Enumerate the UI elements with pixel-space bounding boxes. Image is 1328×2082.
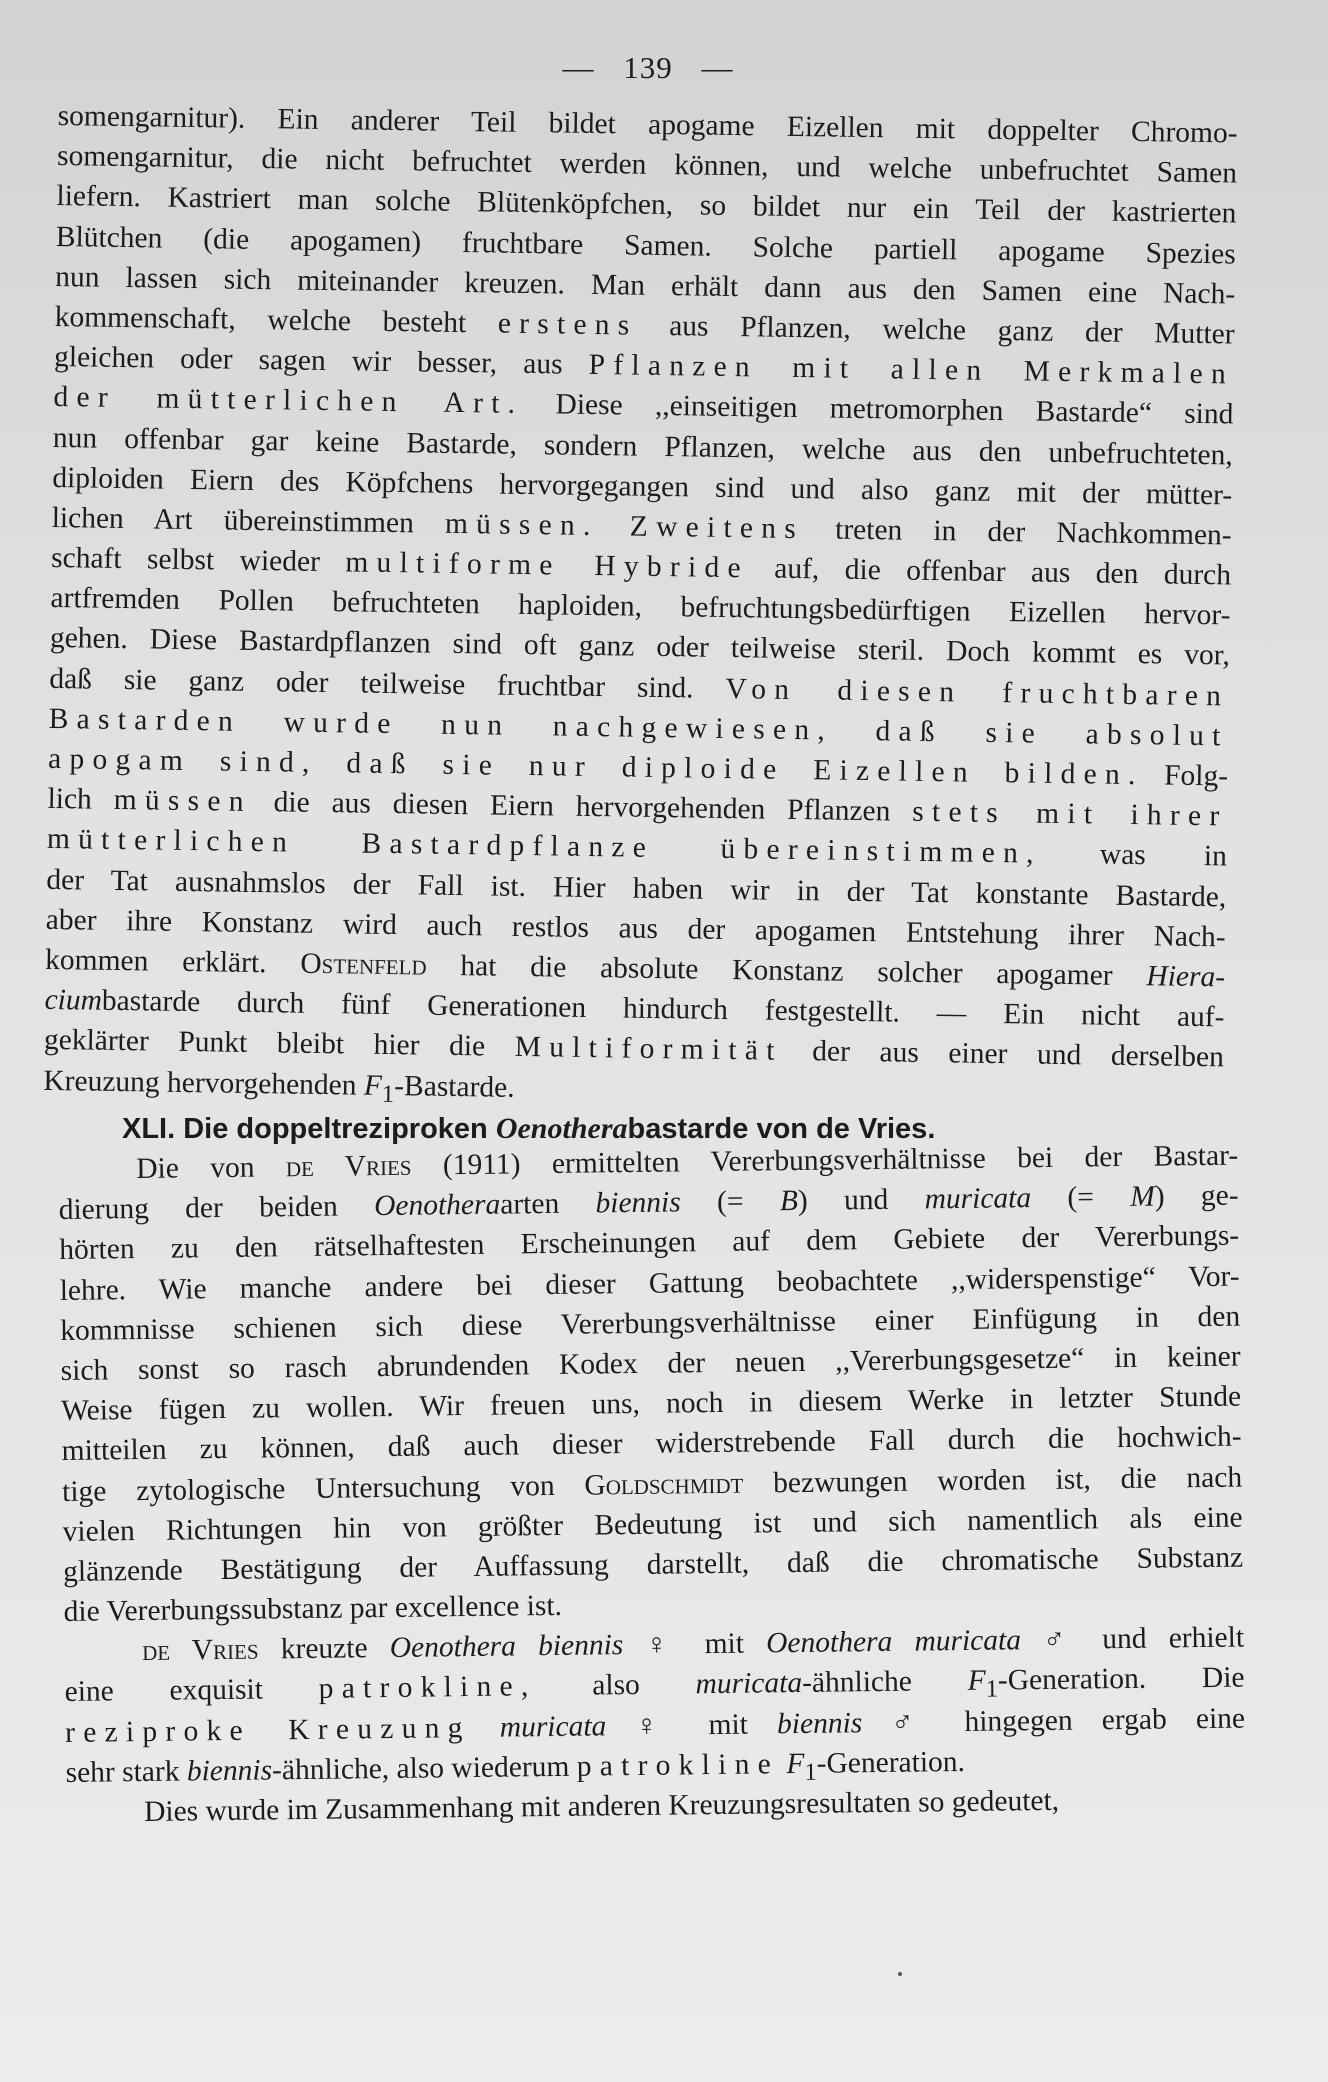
text-run: müssen. bbox=[444, 507, 599, 542]
text-run: eine exquisit bbox=[64, 1673, 319, 1709]
text-run: Multiformität bbox=[514, 1031, 783, 1068]
text-run: kreuzte bbox=[258, 1632, 390, 1666]
page-number: 139 bbox=[623, 50, 673, 85]
text-run: Pflanzen mit allen Merkmalen bbox=[588, 349, 1235, 391]
text-run: de Vries bbox=[285, 1149, 412, 1184]
text-run: Folg- bbox=[1143, 759, 1229, 793]
text-run: müssen bbox=[113, 784, 252, 819]
text-run: sehr stark bbox=[65, 1755, 188, 1789]
text-run: multiforme Hybride bbox=[345, 546, 750, 585]
text-run: (1911) ermittelten Vererbungsverhältnisse bei der Bastar- bbox=[411, 1139, 1239, 1182]
text-run: schaft selbst wieder bbox=[50, 542, 346, 579]
text-run: lehre. Wie manche andere bei dieser Gattung beobachtete ,,widerspenstige“ Vor- bbox=[59, 1260, 1240, 1307]
text-run: patrokline, bbox=[318, 1670, 537, 1706]
text-run: F bbox=[363, 1069, 383, 1102]
page-number-dash-left: — bbox=[562, 50, 595, 85]
text-run: -ähnliche bbox=[801, 1665, 968, 1700]
text-run: cium bbox=[44, 984, 103, 1017]
text-run: Dies wurde im Zusammenhang mit anderen Kreuzungsresultaten so gedeutet, bbox=[143, 1784, 1060, 1828]
text-run: -ähnliche, also wiederum bbox=[271, 1750, 577, 1787]
text-run: kommen erklärt. bbox=[44, 943, 301, 980]
text-run: stets mit ihrer bbox=[912, 795, 1228, 833]
text-run: 1 bbox=[985, 1675, 999, 1704]
book-page bbox=[43, 30, 1246, 2050]
text-run: somengarnitur, die nicht befruchtet werden können, und welche unbefruchtet Samen bbox=[56, 140, 1238, 190]
text-run: Ostenfeld bbox=[300, 947, 427, 982]
text-run: F bbox=[786, 1747, 805, 1780]
text-run: Kreuzung hervorgehenden bbox=[43, 1064, 365, 1102]
text-run: lichen Art übereinstimmen bbox=[51, 501, 446, 540]
text-run: 1 bbox=[381, 1080, 395, 1108]
text-run: B bbox=[779, 1185, 799, 1218]
text-run: (= bbox=[680, 1185, 781, 1219]
text-run: Diese ,,einseitigen metromorphen Bastarde“ sind bbox=[523, 388, 1234, 431]
text-run: Hiera- bbox=[1146, 960, 1226, 994]
text-run: der aus einer und derselben bbox=[782, 1035, 1225, 1074]
text-run: bastarde durch fünf Generationen hindurch festgestellt. — Ein nicht auf- bbox=[101, 984, 1225, 1034]
text-run: patrokline bbox=[576, 1748, 780, 1783]
text-run bbox=[598, 510, 630, 542]
text-run: ♀ mit bbox=[606, 1707, 778, 1742]
text-run: Goldschmidt bbox=[584, 1467, 744, 1502]
text-run: (= bbox=[1030, 1181, 1131, 1215]
text-run: der mütterlichen Art. bbox=[53, 381, 524, 421]
paragraph-apogamy bbox=[43, 96, 1238, 1118]
text-run: aber ihre Konstanz wird auch restlos aus der apogamen Entstehung ihrer Nach- bbox=[45, 903, 1226, 954]
text-run: -Generation. Die bbox=[997, 1661, 1245, 1697]
paper-speck bbox=[898, 1972, 902, 1976]
text-run: Oenothera biennis bbox=[389, 1629, 624, 1665]
text-run: Oenothera bbox=[495, 1112, 628, 1145]
text-run: reziproke Kreuzung bbox=[64, 1711, 471, 1749]
text-run: nun offenbar gar keine Bastarde, sondern Pflanzen, welche aus den unbefruchteten, bbox=[52, 421, 1234, 471]
text-run: biennis bbox=[776, 1706, 863, 1740]
text-run: hat die absolute Konstanz solcher apogamer bbox=[426, 949, 1147, 993]
text-run: Zweitens bbox=[629, 510, 805, 545]
text-run: bezwungen worden ist, die nach bbox=[743, 1461, 1243, 1500]
text-run: somengarnitur). Ein anderer Teil bildet apogame Eizellen mit doppelter Chromo- bbox=[57, 99, 1238, 150]
text-run: die aus diesen Eiern hervorgehenden Pflanzen bbox=[251, 786, 913, 828]
text-run: was in bbox=[1041, 838, 1228, 873]
text-run: Bastarden wurde nun nachgewiesen, daß sie absolut bbox=[48, 702, 1229, 753]
text-run: auf, die offenbar aus den durch bbox=[748, 552, 1232, 592]
text-run: muricata bbox=[499, 1709, 607, 1744]
text-run: nun lassen sich miteinander kreuzen. Man erhält dann aus den Samen eine Nach- bbox=[55, 260, 1236, 311]
text-run: muricata bbox=[924, 1182, 1032, 1216]
text-run: die Vererbungssubstanz par excellence ist. bbox=[63, 1589, 563, 1629]
text-run: tige zytologische Untersuchung von bbox=[61, 1469, 585, 1508]
text-run: 1 bbox=[804, 1758, 817, 1786]
text-run: glänzende Bestätigung der Auffassung darstellt, daß die chromatische Substanz bbox=[62, 1541, 1244, 1588]
text-run: treten in der Nachkommen- bbox=[803, 512, 1232, 552]
text-run: -Bastarde. bbox=[394, 1069, 515, 1104]
text-run: apogam sind, daß sie nur diploide Eizellen bilden. bbox=[47, 742, 1144, 792]
text-run: aus Pflanzen, welche ganz der Mutter bbox=[637, 309, 1235, 351]
text-run: mütterlichen Bastardpflanze übereinstimmen, bbox=[46, 823, 1043, 871]
text-run: M bbox=[1130, 1180, 1156, 1214]
text-run: geklärter Punkt bleibt hier die bbox=[43, 1024, 515, 1064]
text-run: ) ge- bbox=[1154, 1179, 1239, 1213]
text-run: bastarde von de Vries. bbox=[627, 1113, 936, 1145]
text-run: ♂ hingegen ergab eine bbox=[862, 1702, 1246, 1739]
text-run: F bbox=[967, 1665, 986, 1698]
text-run: erstens bbox=[497, 307, 638, 342]
text-run: diploiden Eiern des Köpfchens hervorgegangen sind und also ganz mit der mütter- bbox=[52, 461, 1233, 512]
text-run: hörten zu den rätselhaftesten Erscheinungen auf dem Gebiete der Vererbungs- bbox=[59, 1219, 1240, 1267]
text-run: gleichen oder sagen wir besser, aus bbox=[53, 341, 589, 382]
text-run: kommenschaft, welche besteht bbox=[54, 300, 499, 340]
text-run: liefern. Kastriert man solche Blütenköpfchen, so bildet nur ein Teil der kastrierten bbox=[56, 180, 1237, 230]
text-run bbox=[470, 1711, 500, 1743]
text-run: gehen. Diese Bastardpflanzen sind oft ganz oder teilweise steril. Doch kommt es vor, bbox=[49, 622, 1231, 672]
text-run: muricata bbox=[695, 1667, 803, 1701]
text-run: biennis bbox=[595, 1186, 681, 1220]
text-run: artfremden Pollen befruchteten haploiden, befruchtungsbedürftigen Eizellen hervor- bbox=[50, 582, 1231, 632]
text-run: de Vries bbox=[141, 1633, 259, 1668]
text-run: Oenothera muricata bbox=[765, 1624, 1022, 1660]
text-run: biennis bbox=[186, 1754, 273, 1788]
text-run: ) und bbox=[797, 1183, 925, 1218]
text-run: kommnisse schienen sich diese Vererbungsverhältnisse einer Einfügung in den bbox=[60, 1300, 1241, 1347]
text-run: sich sonst so rasch abrundenden Kodex der neuen ,,Vererbungsgesetze“ in keiner bbox=[60, 1340, 1241, 1387]
text-run: XLI. Die doppeltreziproken bbox=[122, 1113, 496, 1145]
text-run: Blütchen (die apogamen) fruchtbare Samen. Solche partiell apogame Spezies bbox=[55, 220, 1237, 271]
text-run: Von diesen fruchtbaren bbox=[725, 672, 1230, 713]
text-run: dierung der beiden bbox=[58, 1190, 375, 1227]
text-run: der Tat ausnahmslos der Fall ist. Hier haben wir in der Tat konstante Bastarde, bbox=[46, 863, 1227, 913]
page-number-dash-right: — bbox=[701, 50, 734, 85]
text-run: Oenothera bbox=[373, 1188, 501, 1223]
text-run: also bbox=[536, 1668, 696, 1703]
text-run: ♀ mit bbox=[623, 1627, 767, 1662]
text-run: ♂ und erhielt bbox=[1020, 1621, 1245, 1657]
paragraph-oenothera bbox=[58, 1136, 1246, 1834]
text-run: arten bbox=[500, 1187, 596, 1221]
text-run: daß sie ganz oder teilweise fruchtbar sind. bbox=[49, 662, 726, 705]
text-run: mitteilen zu können, daß auch dieser widerstrebende Fall durch die hochwich- bbox=[61, 1420, 1242, 1468]
text-run: Weise fügen zu wollen. Wir freuen uns, noch in diesem Werke in letzter Stunde bbox=[60, 1380, 1242, 1428]
text-run: Die von bbox=[136, 1151, 287, 1186]
text-run: lich bbox=[47, 783, 114, 817]
text-run: vielen Richtungen hin von größter Bedeutung ist und sich namentlich als eine bbox=[62, 1501, 1243, 1548]
page-number-line bbox=[58, 50, 1238, 86]
text-run: -Generation. bbox=[816, 1745, 966, 1780]
